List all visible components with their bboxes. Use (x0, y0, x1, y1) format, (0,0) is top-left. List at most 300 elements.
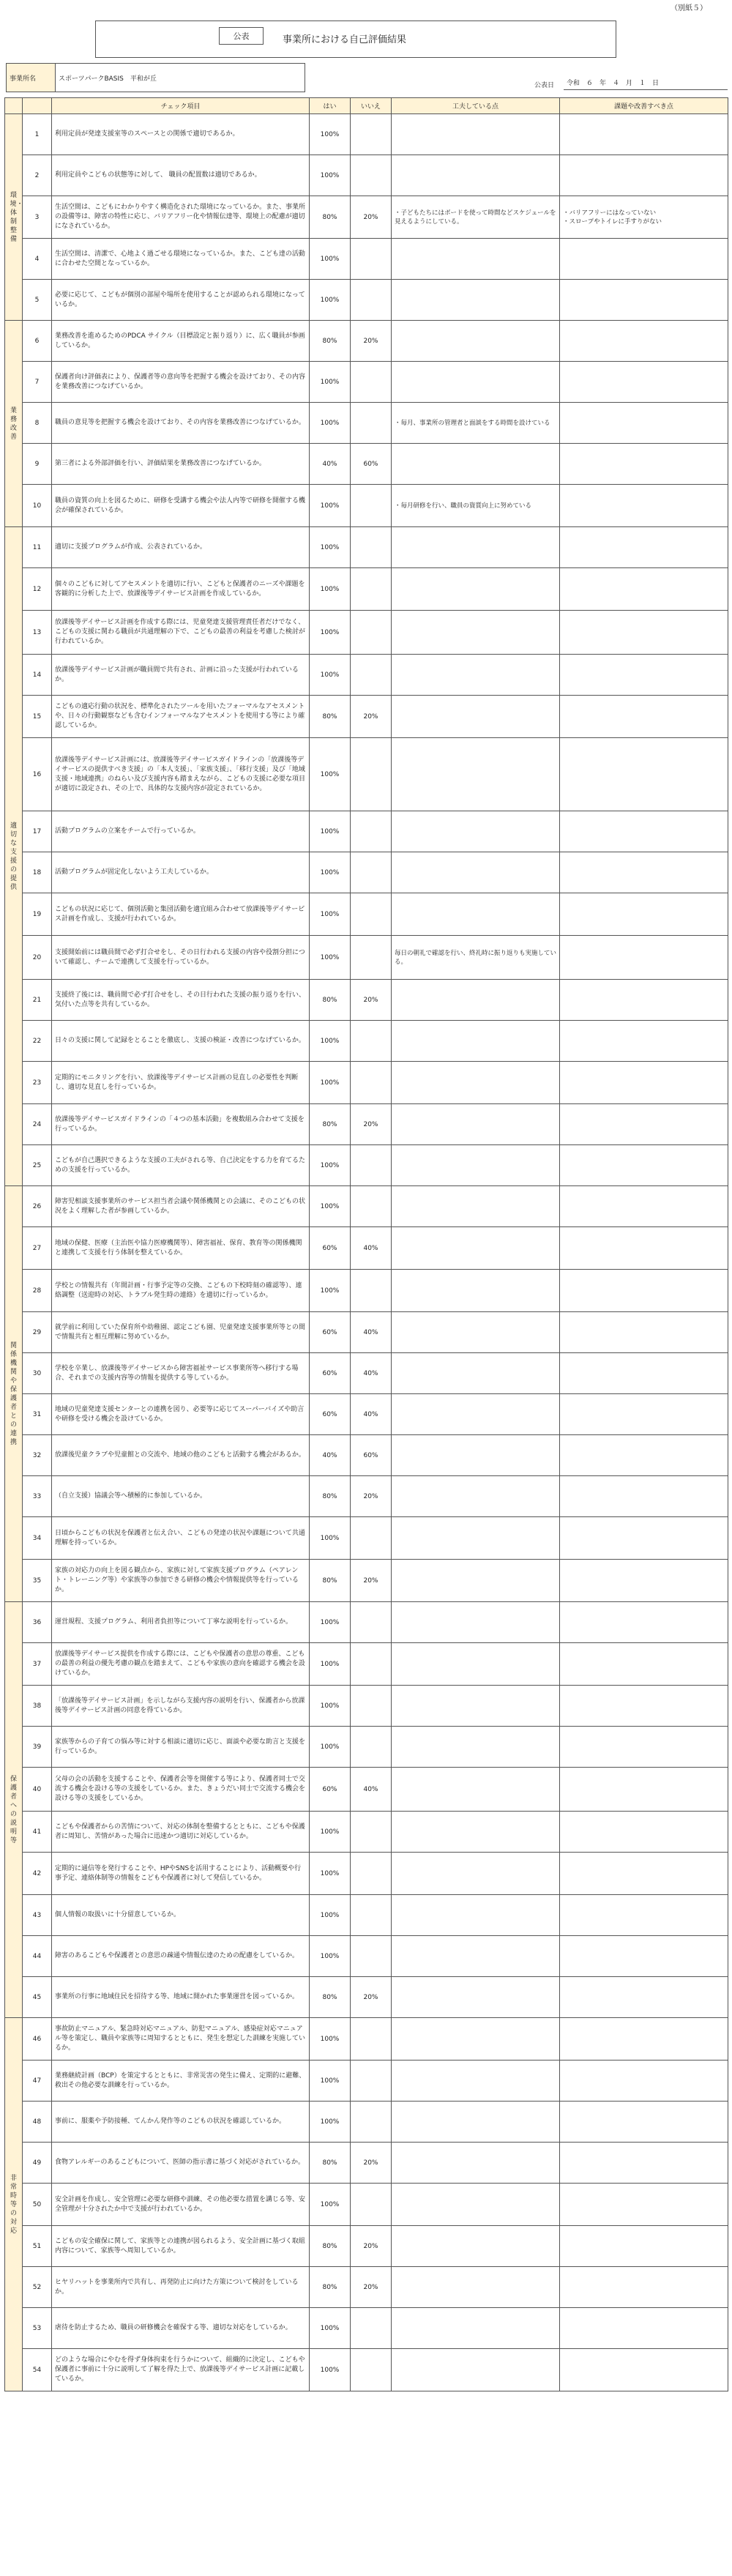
item-text: 放課後等デイサービス提供を作成する際には、こどもや保護者の意思の尊重、こどもの最善の利益の優先考慮の観点を踏まえて、こどもや家族の意向を確認する機会を設けているか。 (52, 1643, 310, 1686)
table-row (5, 1686, 728, 1727)
issue-note (560, 2184, 728, 2226)
item-number: 46 (23, 2018, 52, 2061)
item-number: 49 (23, 2143, 52, 2184)
no-percent (351, 527, 392, 568)
yes-percent: 100% (310, 1270, 351, 1312)
table-row (5, 1517, 728, 1560)
yes-percent: 100% (310, 568, 351, 611)
effort-note: ・毎月、事業所の管理者と面談をする時間を設けている (392, 403, 560, 444)
table-row (5, 1186, 728, 1227)
yes-percent: 80% (310, 321, 351, 362)
disclosure-tag: 公表 (219, 27, 264, 45)
issue-note (560, 611, 728, 655)
effort-note (392, 155, 560, 196)
effort-note (392, 1643, 560, 1686)
no-percent: 20% (351, 196, 392, 239)
effort-note (392, 2349, 560, 2391)
item-text: 運営規程、支援プログラム、利用者負担等について丁寧な説明を行っているか。 (52, 1602, 310, 1643)
issue-note (560, 980, 728, 1021)
item-number: 33 (23, 1476, 52, 1517)
issue-note (560, 1853, 728, 1895)
item-text: 学校を卒業し、放課後等デイサービスから障害福祉サービス事業所等へ移行する場合、それまでの支援内容等の情報を提供する等しているか。 (52, 1353, 310, 1394)
table-row (5, 1062, 728, 1104)
item-number: 37 (23, 1643, 52, 1686)
table-row (5, 155, 728, 196)
item-number: 28 (23, 1270, 52, 1312)
issue-note (560, 2018, 728, 2061)
yes-percent: 100% (310, 1021, 351, 1062)
yes-percent: 40% (310, 444, 351, 485)
category-cell (5, 527, 23, 1186)
category-cell (5, 321, 23, 527)
yes-percent: 100% (310, 611, 351, 655)
issue-note (560, 852, 728, 893)
category-cell (5, 1186, 23, 1602)
item-text: 家族等からの子育ての悩み等に対する相談に適切に応じ、面談や必要な助言と支援を行っているか。 (52, 1727, 310, 1768)
yes-percent: 100% (310, 362, 351, 403)
item-number: 53 (23, 2308, 52, 2349)
issue-note (560, 1977, 728, 2018)
no-percent (351, 1686, 392, 1727)
yes-percent: 100% (310, 2061, 351, 2102)
item-text: 個々のこどもに対してアセスメントを適切に行い、こどもと保護者のニーズや課題を客観的に分析した上で、放課後等デイサービス計画を作成しているか。 (52, 568, 310, 611)
effort-note: ・子どもたちにはボードを使って時間などスケジュールを見えるようにしている。 (392, 196, 560, 239)
no-percent (351, 1270, 392, 1312)
yes-percent: 100% (310, 485, 351, 527)
effort-note (392, 1895, 560, 1936)
item-text: ヒヤリハットを事業所内で共有し、再発防止に向けた方策について検討をしているか。 (52, 2267, 310, 2308)
effort-note (392, 1145, 560, 1186)
table-row (5, 655, 728, 696)
item-text: 支援開始前には職員間で必ず打合せをし、その日行われる支援の内容や役割分担について確認し、チームで連携して支援を行っているか。 (52, 936, 310, 980)
effort-note (392, 2061, 560, 2102)
no-percent: 20% (351, 980, 392, 1021)
item-number: 15 (23, 696, 52, 738)
item-text: （自立支援）協議会等へ積極的に参加しているか。 (52, 1476, 310, 1517)
yes-percent: 80% (310, 980, 351, 1021)
item-text: 地域の児童発達支援センターとの連携を図り、必要等に応じてスーパーバイズや助言や研修を受ける機会を設けているか。 (52, 1394, 310, 1435)
no-percent (351, 811, 392, 852)
item-text: こどもの適応行動の状況を、標準化されたツールを用いたフォーマルなアセスメントや、日々の行動観察なども含むインフォーマルなアセスメントを使用する等により確認しているか。 (52, 696, 310, 738)
item-number: 14 (23, 655, 52, 696)
issue-note (560, 568, 728, 611)
header-no: いいえ (351, 98, 392, 114)
no-percent (351, 485, 392, 527)
yes-percent: 60% (310, 1227, 351, 1270)
effort-note (392, 1476, 560, 1517)
table-row (5, 1312, 728, 1353)
yes-percent: 80% (310, 1560, 351, 1602)
no-percent (351, 1186, 392, 1227)
yes-percent: 80% (310, 2267, 351, 2308)
item-text: 障害のあるこどもや保護者との意思の疎通や情報伝達のための配慮をしているか。 (52, 1936, 310, 1977)
item-number: 18 (23, 852, 52, 893)
item-text: 虐待を防止するため、職員の研修機会を確保する等、適切な対応をしているか。 (52, 2308, 310, 2349)
effort-note (392, 2184, 560, 2226)
table-row (5, 1435, 728, 1476)
item-text: 生活空間は、清潔で、心地よく過ごせる環境になっているか。また、こども達の活動に合わせた空間となっているか。 (52, 239, 310, 280)
header-issue: 課題や改善すべき点 (560, 98, 728, 114)
effort-note (392, 1560, 560, 1602)
item-number: 25 (23, 1145, 52, 1186)
item-number: 6 (23, 321, 52, 362)
issue-note (560, 1270, 728, 1312)
item-text: こどもが自己選択できるような支援の工夫がされる等、自己決定をする力を育てるための支援を行っているか。 (52, 1145, 310, 1186)
table-row (5, 362, 728, 403)
effort-note (392, 1104, 560, 1145)
no-percent (351, 280, 392, 321)
issue-note (560, 1021, 728, 1062)
table-row (5, 1727, 728, 1768)
item-text: 保護者向け評価表により、保護者等の意向等を把握する機会を設けており、その内容を業務改善につなげているか。 (52, 362, 310, 403)
yes-percent: 100% (310, 738, 351, 811)
effort-note (392, 1353, 560, 1394)
item-text: 安全計画を作成し、安全管理に必要な研修や訓練、その他必要な措置を講じる等、安全管理が十分されたか中で支援が行われているか。 (52, 2184, 310, 2226)
issue-note (560, 1353, 728, 1394)
table-row (5, 2226, 728, 2267)
item-number: 41 (23, 1812, 52, 1853)
yes-percent: 100% (310, 2102, 351, 2143)
no-percent (351, 1602, 392, 1643)
item-number: 40 (23, 1768, 52, 1812)
effort-note (392, 527, 560, 568)
effort-note (392, 2226, 560, 2267)
table-row (5, 321, 728, 362)
table-row (5, 2102, 728, 2143)
no-percent (351, 1727, 392, 1768)
item-text: 障害児相談支援事業所のサービス担当者会議や関係機関との会議に、そのこどもの状況をよく理解した者が参画しているか。 (52, 1186, 310, 1227)
effort-note (392, 1062, 560, 1104)
item-number: 10 (23, 485, 52, 527)
item-text: 日頃からこどもの状況を保護者と伝え合い、こどもの発達の状況や課題について共通理解を持っているか。 (52, 1517, 310, 1560)
no-percent (351, 2308, 392, 2349)
no-percent: 20% (351, 2267, 392, 2308)
issue-note (560, 362, 728, 403)
effort-note (392, 852, 560, 893)
issue-note (560, 1936, 728, 1977)
no-percent (351, 893, 392, 936)
category-label: 環境・体制整備 (10, 191, 23, 243)
effort-note (392, 1021, 560, 1062)
no-percent (351, 155, 392, 196)
no-percent (351, 1936, 392, 1977)
item-number: 48 (23, 2102, 52, 2143)
table-row (5, 1853, 728, 1895)
no-percent (351, 2018, 392, 2061)
issue-note (560, 114, 728, 155)
no-percent (351, 1895, 392, 1936)
item-number: 13 (23, 611, 52, 655)
yes-percent: 100% (310, 114, 351, 155)
table-row (5, 1768, 728, 1812)
item-number: 31 (23, 1394, 52, 1435)
yes-percent: 100% (310, 280, 351, 321)
item-text: 就学前に利用していた保育所や幼稚園、認定こども園、児童発達支援事業所等との間で情報共有と相互理解に努めているか。 (52, 1312, 310, 1353)
table-row (5, 2143, 728, 2184)
no-percent (351, 1643, 392, 1686)
item-text: 利用定員が発達支援室等のスペースとの関係で適切であるか。 (52, 114, 310, 155)
issue-note (560, 1602, 728, 1643)
yes-percent: 100% (310, 1145, 351, 1186)
issue-note (560, 155, 728, 196)
no-percent (351, 936, 392, 980)
item-text: 活動プログラムの立案をチームで行っているか。 (52, 811, 310, 852)
effort-note (392, 2018, 560, 2061)
table-row (5, 196, 728, 239)
item-text: 適切に支援プログラムが作成、公表されているか。 (52, 527, 310, 568)
evaluation-body (5, 114, 728, 2391)
item-number: 3 (23, 196, 52, 239)
effort-note (392, 1517, 560, 1560)
item-text: 放課後等デイサービス計画が職員間で共有され、計画に沿った支援が行われているか。 (52, 655, 310, 696)
category-label: 関係機関や保護者との連携 (10, 1341, 17, 1446)
item-text: 第三者による外部評価を行い、評価結果を業務改善につなげているか。 (52, 444, 310, 485)
no-percent: 20% (351, 1560, 392, 1602)
issue-note (560, 2349, 728, 2391)
effort-note: 毎日の朝礼で確認を行い、終礼時に振り返りも実施している。 (392, 936, 560, 980)
no-percent (351, 738, 392, 811)
item-text: 業務継続計画（BCP）を策定するとともに、非常災害の発生に備え、定期的に避難、救出その他必要な訓練を行っているか。 (52, 2061, 310, 2102)
issue-note (560, 2061, 728, 2102)
yes-percent: 100% (310, 893, 351, 936)
yes-percent: 60% (310, 1312, 351, 1353)
issue-note (560, 280, 728, 321)
issue-note (560, 1476, 728, 1517)
item-text: 定期的にモニタリングを行い、放課後等デイサービス計画の見直しの必要性を判断し、適切な見直しを行っているか。 (52, 1062, 310, 1104)
item-text: 生活空間は、こどもにわかりやすく構造化された環境になっているか。また、事業所の設備等は、障害の特性に応じ、バリアフリー化や情報伝達等、環境上の配慮が適切になされているか。 (52, 196, 310, 239)
effort-note (392, 1812, 560, 1853)
item-number: 20 (23, 936, 52, 980)
issue-note (560, 2226, 728, 2267)
effort-note (392, 1977, 560, 2018)
effort-note (392, 2102, 560, 2143)
effort-note (392, 362, 560, 403)
no-percent (351, 362, 392, 403)
item-text: 職員の意見等を把握する機会を設けており、その内容を業務改善につなげているか。 (52, 403, 310, 444)
table-row (5, 114, 728, 155)
yes-percent: 80% (310, 196, 351, 239)
issue-note (560, 1643, 728, 1686)
effort-note (392, 696, 560, 738)
effort-note (392, 1227, 560, 1270)
item-number: 29 (23, 1312, 52, 1353)
item-number: 35 (23, 1560, 52, 1602)
item-number: 42 (23, 1853, 52, 1895)
no-percent (351, 1021, 392, 1062)
no-percent: 60% (351, 444, 392, 485)
item-text: 放課後等デイサービス計画には、放課後等デイサービスガイドラインの「放課後等デイサービスの提供すべき支援」の「本人支援」、「家族支援」、「移行支援」及び「地域支援・地域連携」のねらい及び支援内容も踏まえながら、こどもの支援に必要な項目が適切に設定され、その上で、具体的な支援内容が設定されているか。 (52, 738, 310, 811)
item-number: 4 (23, 239, 52, 280)
table-row (5, 444, 728, 485)
issue-note (560, 1727, 728, 1768)
yes-percent: 100% (310, 2308, 351, 2349)
table-row (5, 852, 728, 893)
yes-percent: 100% (310, 1643, 351, 1686)
item-number: 36 (23, 1602, 52, 1643)
item-number: 21 (23, 980, 52, 1021)
evaluation-table (4, 97, 728, 2391)
table-row (5, 2184, 728, 2226)
no-percent: 20% (351, 1977, 392, 2018)
item-number: 54 (23, 2349, 52, 2391)
no-percent: 20% (351, 2226, 392, 2267)
facility-label: 事業所名 (7, 64, 56, 92)
item-number: 43 (23, 1895, 52, 1936)
issue-note (560, 1517, 728, 1560)
item-text: 父母の会の活動を支援することや、保護者会等を開催する等により、保護者同士で交流する機会を設ける等の支援をしているか。また、きょうだい同士で交流する機会を設ける等の支援をしているか。 (52, 1768, 310, 1812)
yes-percent: 100% (310, 1936, 351, 1977)
yes-percent: 100% (310, 2018, 351, 2061)
issue-note (560, 1686, 728, 1727)
issue-note: ・バリアフリーにはなっていない ・スロープやトイレに手すりがない (560, 196, 728, 239)
table-row (5, 738, 728, 811)
issue-note (560, 1394, 728, 1435)
item-text: こどもや保護者からの苦情について、対応の体制を整備するとともに、こどもや保護者に周知し、苦情があった場合に迅速かつ適切に対応しているか。 (52, 1812, 310, 1853)
table-row (5, 485, 728, 527)
issue-note (560, 527, 728, 568)
no-percent (351, 239, 392, 280)
effort-note (392, 1936, 560, 1977)
no-percent: 20% (351, 1104, 392, 1145)
no-percent: 40% (351, 1227, 392, 1270)
table-row (5, 811, 728, 852)
yes-percent: 100% (310, 936, 351, 980)
issue-note (560, 2267, 728, 2308)
table-row (5, 1021, 728, 1062)
table-row (5, 280, 728, 321)
issue-note (560, 1227, 728, 1270)
no-percent: 60% (351, 1435, 392, 1476)
facility-table (6, 63, 305, 92)
yes-percent: 100% (310, 2184, 351, 2226)
effort-note (392, 1435, 560, 1476)
effort-note (392, 1602, 560, 1643)
no-percent (351, 1812, 392, 1853)
item-number: 5 (23, 280, 52, 321)
item-text: 定期的に通信等を発行することや、HPやSNSを活用することにより、活動概要や行事予定、連絡体制等の情報をこどもや保護者に対して発信しているか。 (52, 1853, 310, 1895)
yes-percent: 100% (310, 1186, 351, 1227)
table-row (5, 696, 728, 738)
item-number: 26 (23, 1186, 52, 1227)
no-percent: 40% (351, 1768, 392, 1812)
yes-percent: 60% (310, 1768, 351, 1812)
issue-note (560, 321, 728, 362)
category-cell (5, 2018, 23, 2391)
yes-percent: 100% (310, 1812, 351, 1853)
no-percent (351, 2184, 392, 2226)
table-row (5, 1394, 728, 1435)
item-text: 利用定員やこどもの状態等に対して、 職員の配置数は適切であるか。 (52, 155, 310, 196)
effort-note (392, 239, 560, 280)
no-percent (351, 2349, 392, 2391)
item-number: 1 (23, 114, 52, 155)
table-row (5, 403, 728, 444)
category-label: 非常時等の対応 (10, 2174, 17, 2235)
issue-note (560, 444, 728, 485)
issue-note (560, 2308, 728, 2349)
item-text: 事業所の行事に地域住民を招待する等、地域に開かれた事業運営を図っているか。 (52, 1977, 310, 2018)
table-row (5, 1145, 728, 1186)
table-row (5, 239, 728, 280)
item-number: 16 (23, 738, 52, 811)
category-cell (5, 114, 23, 321)
issue-note (560, 485, 728, 527)
pubdate-value: 令和 ６ 年 ４ 月 １ 日 (564, 75, 728, 90)
effort-note (392, 980, 560, 1021)
table-row (5, 568, 728, 611)
item-number: 30 (23, 1353, 52, 1394)
issue-note (560, 1312, 728, 1353)
no-percent: 40% (351, 1312, 392, 1353)
table-row (5, 1104, 728, 1145)
table-row (5, 1476, 728, 1517)
yes-percent: 100% (310, 1517, 351, 1560)
effort-note (392, 2143, 560, 2184)
item-text: 必要に応じて、こどもが個別の部屋や場所を使用することが認められる環境になっているか。 (52, 280, 310, 321)
no-percent (351, 611, 392, 655)
no-percent (351, 2102, 392, 2143)
effort-note (392, 1853, 560, 1895)
effort-note (392, 280, 560, 321)
item-number: 24 (23, 1104, 52, 1145)
yes-percent: 100% (310, 852, 351, 893)
effort-note (392, 321, 560, 362)
table-row (5, 2267, 728, 2308)
effort-note (392, 655, 560, 696)
item-text: 業務改善を進めるためのPDCA サイクル（目標設定と振り返り）に、広く職員が参画しているか。 (52, 321, 310, 362)
issue-note (560, 1186, 728, 1227)
issue-note (560, 403, 728, 444)
no-percent: 20% (351, 321, 392, 362)
item-text: 個人情報の取扱いに十分留意しているか。 (52, 1895, 310, 1936)
table-row (5, 527, 728, 568)
item-number: 7 (23, 362, 52, 403)
table-row (5, 980, 728, 1021)
yes-percent: 100% (310, 655, 351, 696)
item-text: 職員の資質の向上を図るために、研修を受講する機会や法人内等で研修を開催する機会が確保されているか。 (52, 485, 310, 527)
issue-note (560, 811, 728, 852)
yes-percent: 100% (310, 1895, 351, 1936)
item-text: こどもの状況に応じて、個別活動と集団活動を適宜組み合わせて放課後等デイサービス計画を作成し、支援が行われているか。 (52, 893, 310, 936)
item-number: 38 (23, 1686, 52, 1727)
no-percent: 20% (351, 696, 392, 738)
yes-percent: 80% (310, 1977, 351, 2018)
issue-note (560, 2143, 728, 2184)
header-category (5, 98, 23, 114)
yes-percent: 80% (310, 1476, 351, 1517)
form-number: （別紙５） (671, 4, 707, 12)
no-percent (351, 852, 392, 893)
effort-note (392, 611, 560, 655)
issue-note (560, 1812, 728, 1853)
effort-note (392, 1312, 560, 1353)
table-row (5, 1353, 728, 1394)
item-text: 放課後等デイサービス計画を作成する際には、児童発達支援管理責任者だけでなく、こどもの支援に関わる職員が共通理解の下で、こどもの最善の利益を考慮した検討が行われているか。 (52, 611, 310, 655)
item-text: 支援終了後には、職員間で必ず打合せをし、その日行われた支援の振り返りを行い、気付いた点等を共有しているか。 (52, 980, 310, 1021)
no-percent (351, 1517, 392, 1560)
pubdate-label: 公表日 (534, 82, 555, 89)
effort-note: ・毎月研修を行い、職員の資質向上に努めている (392, 485, 560, 527)
issue-note (560, 696, 728, 738)
item-number: 39 (23, 1727, 52, 1768)
issue-note (560, 738, 728, 811)
issue-note (560, 655, 728, 696)
table-row (5, 1227, 728, 1270)
no-percent (351, 1062, 392, 1104)
table-row (5, 1270, 728, 1312)
issue-note (560, 893, 728, 936)
effort-note (392, 1186, 560, 1227)
